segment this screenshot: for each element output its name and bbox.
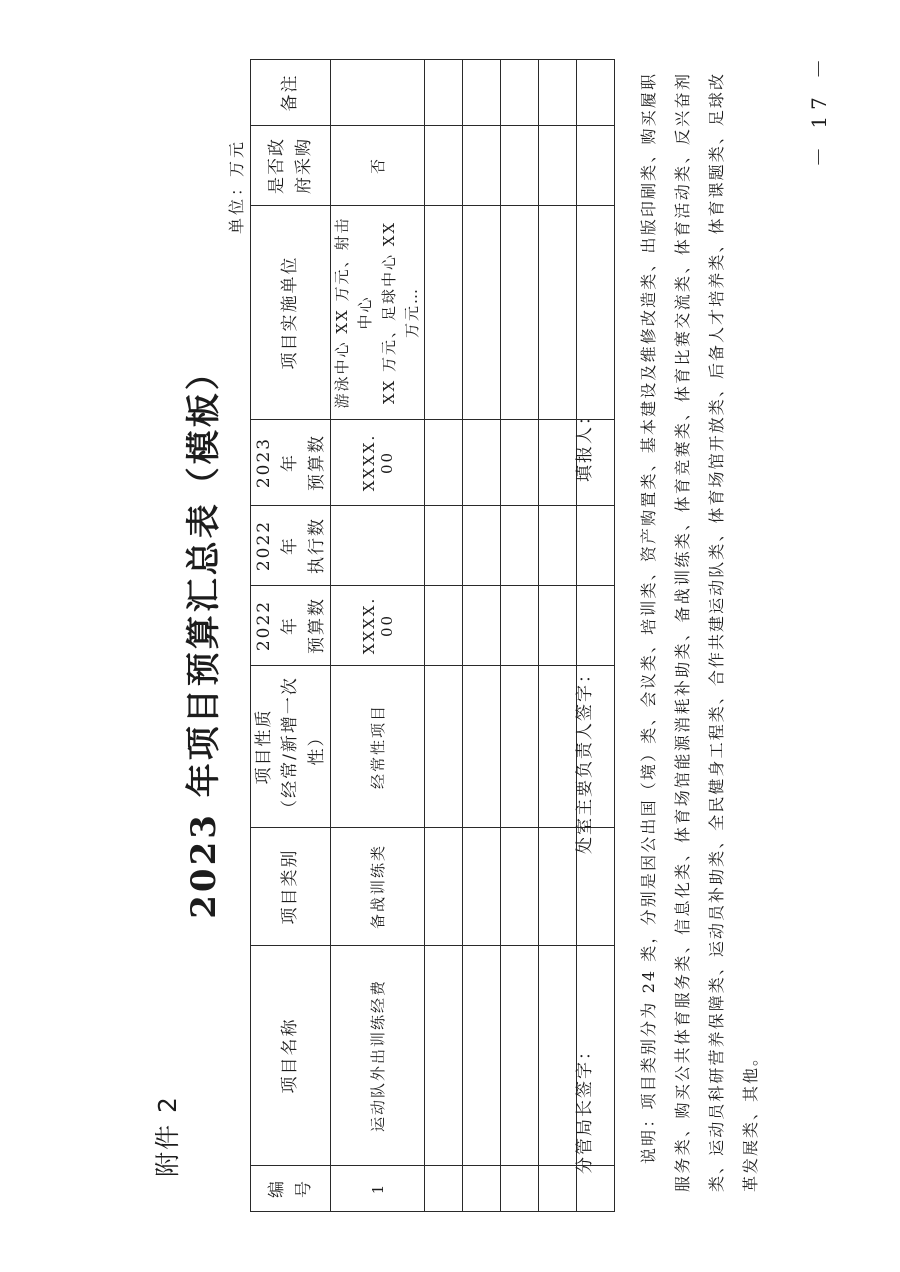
cell-project-name (501, 946, 539, 1166)
header-gov-procurement-line1: 是否政 (267, 137, 288, 194)
header-no: 编号 (251, 1166, 331, 1212)
cell-remark (577, 60, 615, 126)
cell-no (463, 1166, 501, 1212)
cell-gov-procurement (501, 126, 539, 206)
table-row (539, 60, 577, 1212)
notes-text: 说明：项目类别分为 24 类，分别是因公出国（境）类、会议类、培训类、资产购置类、基本建设及维修改造类、出版印刷类、购买履职服务类、购买公共体育服务类、信息化类、体育场馆能源消耗补助类、备战训练类、体育竞赛类、体育比赛交流类、体育活动类、反兴奋剂类、运动员科研营养保障类、运动员补助类、全民健身工程类、合作共建运动队类、体育场馆开放类、后备人才培养类、体育课题类、足球改革发展类、其他。 (639, 72, 760, 1192)
budget-summary-table (250, 59, 615, 1212)
header-budget-2023 (251, 420, 331, 506)
notes-section (632, 72, 768, 1192)
cell-implementing-unit (425, 206, 463, 420)
cell-remark (501, 60, 539, 126)
cell-category (501, 828, 539, 946)
cell-budget-2022 (425, 586, 463, 666)
cell-budget-2023 (463, 420, 501, 506)
cell-budget-2023 (425, 420, 463, 506)
cell-budget-2022 (577, 586, 615, 666)
cell-implementing-unit (463, 206, 501, 420)
cell-budget-2023 (501, 420, 539, 506)
cell-remark (539, 60, 577, 126)
header-executed-2022 (251, 506, 331, 586)
cell-implementing-unit-line1: 游泳中心 XX 万元、射击中心 (333, 216, 375, 409)
header-executed-2022-line2: 执行数 (306, 517, 327, 574)
header-gov-procurement (251, 126, 331, 206)
header-gov-procurement-line2: 府采购 (293, 137, 314, 194)
header-budget-2022-line1: 2022 年 (254, 599, 301, 652)
cell-budget-2022 (539, 586, 577, 666)
cell-no (501, 1166, 539, 1212)
header-nature-line2: （经常/新增一次性） (280, 676, 327, 817)
header-remark: 备注 (251, 60, 331, 126)
header-budget-2022-line2: 预算数 (306, 597, 327, 654)
cell-executed-2022 (539, 506, 577, 586)
table-row (425, 60, 463, 1212)
header-row (251, 60, 331, 1212)
header-budget-2022 (251, 586, 331, 666)
cell-gov-procurement (425, 126, 463, 206)
cell-executed-2022 (577, 506, 615, 586)
cell-budget-2022 (501, 586, 539, 666)
cell-nature (501, 666, 539, 828)
cell-gov-procurement (463, 126, 501, 206)
header-project-name: 项目名称 (251, 946, 331, 1166)
table-row (331, 60, 425, 1212)
header-category: 项目类别 (251, 828, 331, 946)
header-nature (251, 666, 331, 828)
cell-gov-procurement: 否 (331, 126, 425, 206)
cell-executed-2022 (501, 506, 539, 586)
header-nature-line1: 项目性质 (254, 708, 274, 785)
cell-nature (425, 666, 463, 828)
header-budget-2023-line2: 预算数 (306, 434, 327, 491)
cell-no: 1 (331, 1166, 425, 1212)
cell-implementing-unit (331, 206, 425, 420)
header-executed-2022-line1: 2022 年 (254, 519, 301, 572)
cell-gov-procurement (539, 126, 577, 206)
cell-project-name (425, 946, 463, 1166)
cell-implementing-unit (539, 206, 577, 420)
table-row (577, 60, 615, 1212)
header-budget-2023-line1: 2023 年 (254, 436, 301, 489)
cell-executed-2022 (425, 506, 463, 586)
bureau-head-signature-label: 分管局长签字： (575, 1041, 595, 1174)
header-implementing-unit: 项目实施单位 (251, 206, 331, 420)
cell-nature (463, 666, 501, 828)
cell-budget-2022 (463, 586, 501, 666)
table-row (463, 60, 501, 1212)
cell-executed-2022 (331, 506, 425, 586)
cell-implementing-unit (501, 206, 539, 420)
cell-project-name (463, 946, 501, 1166)
cell-category (425, 828, 463, 946)
attachment-label: 附件 2 (153, 1095, 182, 1177)
document-title: 2023 年项目预算汇总表（模板） (184, 353, 224, 919)
cell-project-name: 运动队外出训练经费 (331, 946, 425, 1166)
cell-budget-2023: XXXX. 00 (331, 420, 425, 506)
cell-no (425, 1166, 463, 1212)
cell-implementing-unit-line2: XX 万元、足球中心 XX 万元… (379, 220, 421, 405)
cell-remark (331, 60, 425, 126)
table-row (501, 60, 539, 1212)
filler-signature-label: 填报人： (575, 406, 595, 482)
cell-category (463, 828, 501, 946)
unit-note: 单位：万元 (227, 138, 246, 234)
cell-category: 备战训练类 (331, 828, 425, 946)
cell-remark (425, 60, 463, 126)
cell-implementing-unit (577, 206, 615, 420)
cell-remark (463, 60, 501, 126)
cell-nature: 经常性项目 (331, 666, 425, 828)
cell-executed-2022 (463, 506, 501, 586)
page-number: － 17 － (807, 52, 831, 167)
office-head-signature-label: 处室主要负责人签字： (575, 664, 595, 854)
cell-budget-2022: XXXX. 00 (331, 586, 425, 666)
cell-gov-procurement (577, 126, 615, 206)
